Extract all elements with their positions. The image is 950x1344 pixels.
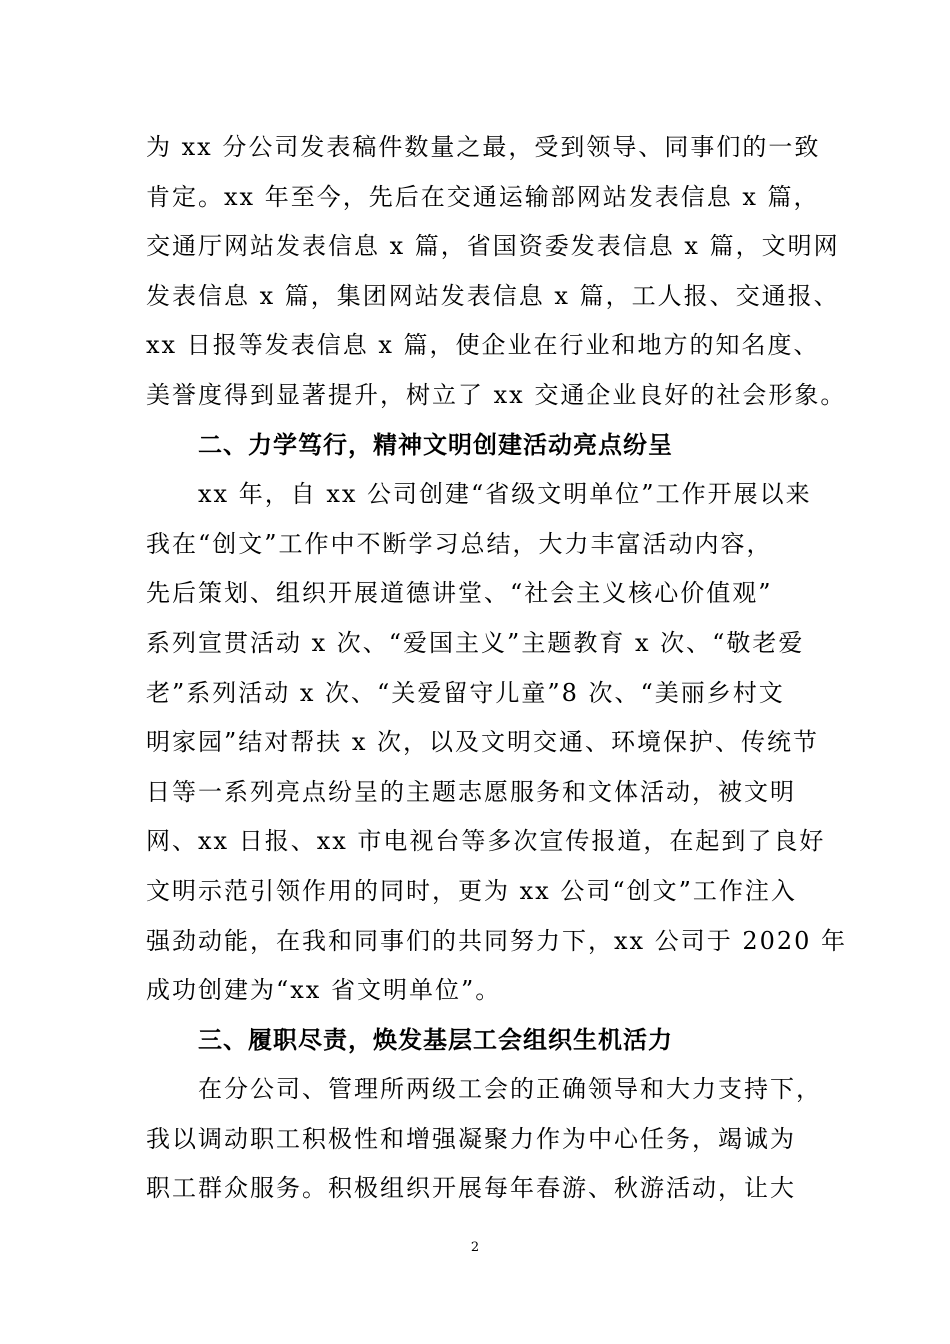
paragraph-1-line-6: 美誉度得到显著提升，树立了 xx 交通企业良好的社会形象。 (146, 380, 847, 409)
paragraph-1-line-5: xx 日报等发表信息 x 篇，使企业在行业和地方的知名度、 (146, 331, 820, 360)
paragraph-2-line-7: 日等一系列亮点纷呈的主题志愿服务和文体活动，被文明 (146, 777, 796, 806)
paragraph-1-line-3: 交通厅网站发表信息 x 篇，省国资委发表信息 x 篇，文明网 (146, 232, 840, 261)
paragraph-3-line-1: 在分公司、管理所两级工会的正确领导和大力支持下， (198, 1075, 822, 1104)
paragraph-2-line-4: 系列宣贯活动 x 次、“爱国主义”主题教育 x 次、“敬老爱 (146, 628, 805, 657)
paragraph-1-line-1: 为 xx 分公司发表稿件数量之最，受到领导、同事们的一致 (146, 133, 821, 161)
section-heading-3: 三、履职尽责，焕发基层工会组织生机活力 (198, 1025, 673, 1054)
paragraph-2-line-11: 成功创建为“xx 省文明单位”。 (146, 976, 502, 1005)
paragraph-2-line-8: 网、xx 日报、xx 市电视台等多次宣传报道，在起到了良好 (146, 827, 826, 856)
paragraph-1-line-2: 肯定。xx 年至今，先后在交通运输部网站发表信息 x 篇， (146, 182, 820, 211)
page-number: 2 (470, 1240, 480, 1255)
paragraph-2-line-1: xx 年，自 xx 公司创建“省级文明单位”工作开展以来 (198, 480, 812, 509)
paragraph-2-line-6: 明家园”结对帮扶 x 次，以及文明交通、环境保护、传统节 (146, 728, 820, 757)
paragraph-2-line-9: 文明示范引领作用的同时，更为 xx 公司“创文”工作注入 (146, 876, 797, 905)
section-heading-2: 二、力学笃行，精神文明创建活动亮点纷呈 (198, 430, 673, 459)
paragraph-2-line-5: 老”系列活动 x 次、“关爱留守儿童”8 次、“美丽乡村文 (146, 678, 785, 707)
body-text (146, 123, 848, 1214)
paragraph-3-line-3: 职工群众服务。积极组织开展每年春游、秋游活动，让大 (146, 1174, 796, 1203)
paragraph-1-line-4: 发表信息 x 篇，集团网站发表信息 x 篇，工人报、交通报、 (146, 281, 840, 310)
paragraph-2-line-10: 强劲动能，在我和同事们的共同努力下，xx 公司于 2020 年 (146, 926, 848, 955)
paragraph-2-line-3: 先后策划、组织开展道德讲堂、“社会主义核心价值观” (146, 579, 773, 608)
paragraph-2-line-2: 我在“创文”工作中不断学习总结，大力丰富活动内容， (146, 529, 773, 558)
paragraph-3-line-2: 我以调动职工积极性和增强凝聚力作为中心任务，竭诚为 (146, 1124, 796, 1153)
